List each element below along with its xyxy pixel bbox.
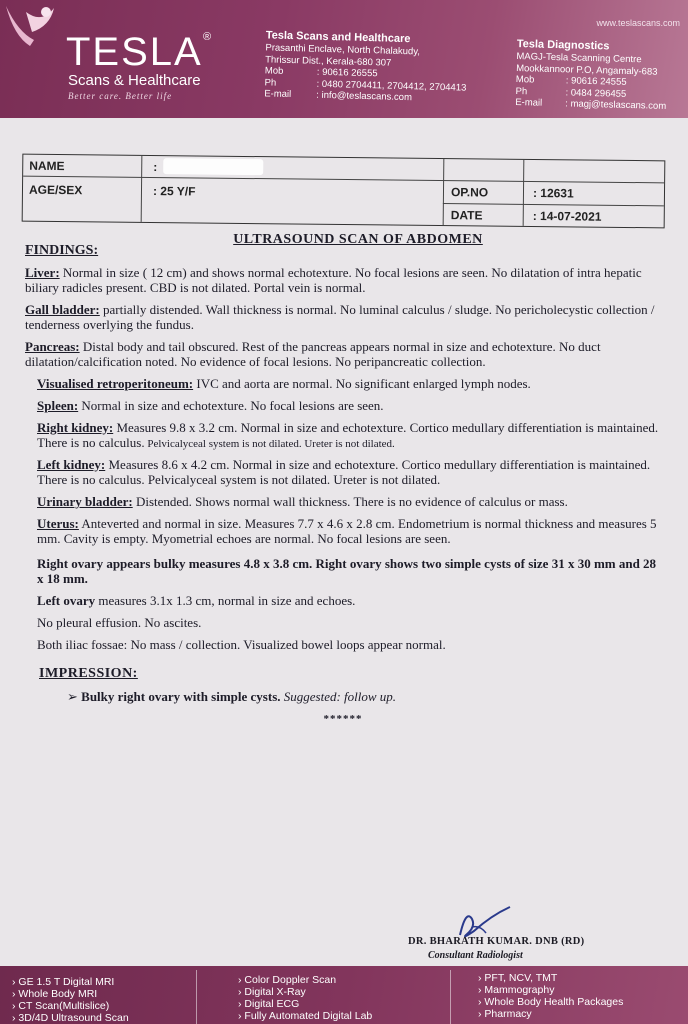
arrow-bullet-icon: ➢ xyxy=(67,689,78,704)
urinary-bladder-label: Urinary bladder: xyxy=(37,494,133,509)
right-kidney-text: Measures 9.8 x 3.2 cm. Normal in size and echotexture. Cortico medullary differentiation is maintained. There is no calculus. xyxy=(37,420,659,450)
phone-label: Ph xyxy=(515,85,528,97)
liver-label: Liver: xyxy=(25,265,60,280)
finding-retroperitoneum xyxy=(25,376,661,391)
op-no-label: OP.NO xyxy=(450,185,489,200)
findings-heading: FINDINGS: xyxy=(25,243,99,258)
gall-bladder-label: Gall bladder: xyxy=(25,302,100,317)
finding-left-kidney xyxy=(25,457,661,487)
logo-subtitle: Scans & Healthcare xyxy=(68,72,201,89)
footer-divider xyxy=(450,970,451,1024)
date-label: DATE xyxy=(450,208,483,223)
services-footer xyxy=(0,966,688,1024)
service-item: › Mammography xyxy=(478,984,623,996)
uterus-label: Uterus: xyxy=(37,516,79,531)
service-item: › CT Scan(Multislice) xyxy=(12,1000,129,1012)
service-item: › Whole Body Health Packages xyxy=(478,996,623,1008)
patient-info-table xyxy=(22,154,666,229)
finding-pancreas xyxy=(25,339,661,369)
service-item: › GE 1.5 T Digital MRI xyxy=(12,976,129,988)
pancreas-label: Pancreas: xyxy=(25,339,80,354)
left-ovary-text: measures 3.1x 1.3 cm, normal in size and echoes. xyxy=(95,593,356,608)
liver-text: Normal in size ( 12 cm) and shows normal echotexture. No focal lesions are seen. No dilatation of intra hepatic biliary radicles present. CBD is not dilated. Portal vein is normal. xyxy=(25,265,642,295)
left-ovary-label: Left ovary xyxy=(37,593,96,608)
service-item: › 3D/4D Ultrasound Scan xyxy=(12,1012,129,1024)
mob-value: : 90616 24555 xyxy=(565,75,627,88)
address-line: MAGJ-Tesla Scanning Centre xyxy=(516,51,642,66)
doctor-title: Consultant Radiologist xyxy=(428,950,523,961)
email-value[interactable]: : magj@teslascans.com xyxy=(565,98,667,112)
impression-suggestion: Suggested: follow up. xyxy=(280,689,397,704)
date-value: : 14-07-2021 xyxy=(532,208,602,224)
logo-wordmark: TESLA xyxy=(66,30,203,74)
doctor-name: DR. BHARATH KUMAR. DNB (RD) xyxy=(408,936,585,947)
finding-spleen xyxy=(25,398,661,413)
spleen-label: Spleen: xyxy=(37,398,79,413)
finding-right-ovary: Right ovary appears bulky measures 4.8 x 3.8 cm. Right ovary shows two simple cysts of size 31 x 30 mm and 28 x 18 mm. xyxy=(37,556,657,586)
impression-text: Bulky right ovary with simple cysts. xyxy=(81,689,281,704)
redacted-name xyxy=(163,158,263,175)
left-kidney-text: Measures 8.6 x 4.2 cm. Normal in size and echotexture. Cortico medullary differentiation is maintained. There is no calculus. Pelvicalyceal system is not dilated. Ureter is not dilated. xyxy=(37,457,651,487)
tesla-logo-icon xyxy=(4,2,58,48)
retroperitoneum-label: Visualised retroperitoneum: xyxy=(37,376,194,391)
name-separator: : xyxy=(153,160,158,175)
email-label: E-mail xyxy=(515,97,543,109)
address-line: Prasanthi Enclave, North Chalakudy, xyxy=(265,42,421,58)
email-label: E-mail xyxy=(264,88,292,101)
phone-label: Ph xyxy=(264,76,277,89)
right-kidney-text-small: Pelvicalyceal system is not dilated. Ureter is not dilated. xyxy=(144,438,395,450)
urinary-bladder-text: Distended. Shows normal wall thickness. There is no evidence of calculus or mass. xyxy=(132,494,568,509)
left-kidney-label: Left kidney: xyxy=(37,457,106,472)
email-value[interactable]: : info@teslascans.com xyxy=(316,89,413,104)
clinic-name: Tesla Diagnostics xyxy=(516,38,610,53)
address-line: Mookkannoor P.O, Angamaly-683 xyxy=(516,62,658,78)
address-line: Thrissur Dist., Kerala-680 307 xyxy=(265,53,392,69)
report-body xyxy=(25,232,661,727)
mob-label: Mob xyxy=(515,74,535,86)
report-title: ULTRASOUND SCAN OF ABDOMEN xyxy=(233,232,483,247)
service-item: › Fully Automated Digital Lab xyxy=(238,1010,372,1022)
clinic-name: Tesla Scans and Healthcare xyxy=(265,29,411,46)
end-stars: ****** xyxy=(323,713,363,725)
right-kidney-label: Right kidney: xyxy=(37,420,114,435)
uterus-text: Anteverted and normal in size. Measures 7.7 x 4.6 x 2.8 cm. Endometrium is normal thickness and measures 5 mm. Cavity is empty. Myometrial echoes are normal. No focal lesions are seen. xyxy=(37,516,657,546)
services-column-2 xyxy=(238,974,372,1022)
service-item: › Whole Body MRI xyxy=(12,988,129,1000)
age-sex-label: AGE/SEX xyxy=(28,182,83,198)
retroperitoneum-text: IVC and aorta are normal. No significant enlarged lymph nodes. xyxy=(193,376,531,391)
impression-item xyxy=(25,689,661,704)
finding-left-ovary xyxy=(25,593,661,608)
services-column-1 xyxy=(12,976,129,1024)
op-no-value: : 12631 xyxy=(532,185,574,201)
finding-pleural: No pleural effusion. No ascites. xyxy=(37,615,202,630)
finding-right-kidney xyxy=(25,420,661,450)
impression-heading: IMPRESSION: xyxy=(39,666,138,681)
name-label: NAME xyxy=(29,158,65,174)
mob-value: : 90616 26555 xyxy=(316,66,378,80)
finding-liver xyxy=(25,265,661,295)
registered-mark: ® xyxy=(203,31,212,43)
finding-gall-bladder xyxy=(25,302,661,332)
spleen-text: Normal in size and echotexture. No focal lesions are seen. xyxy=(78,398,384,413)
service-item: › Digital X-Ray xyxy=(238,986,372,998)
age-sex-value: : 25 Y/F xyxy=(152,184,196,199)
mob-label: Mob xyxy=(264,65,284,77)
phone-value: : 0484 296455 xyxy=(565,86,627,100)
footer-divider xyxy=(196,970,197,1024)
logo-tagline: Better care. Better life xyxy=(68,91,173,101)
finding-urinary-bladder xyxy=(25,494,661,509)
service-item: › Color Doppler Scan xyxy=(238,974,372,986)
website-link[interactable]: www.teslascans.com xyxy=(596,18,680,28)
services-column-3 xyxy=(478,972,623,1020)
clinic-address-chalakudy xyxy=(264,29,468,105)
service-item: › PFT, NCV, TMT xyxy=(478,972,623,984)
clinic-address-angamaly xyxy=(515,38,668,112)
phone-value: : 0480 2704411, 2704412, 2704413 xyxy=(316,78,467,94)
service-item: › Pharmacy xyxy=(478,1008,623,1020)
finding-iliac-fossae: Both iliac fossae: No mass / collection. Visualized bowel loops appear normal. xyxy=(37,637,446,652)
gall-bladder-text: partially distended. Wall thickness is normal. No luminal calculus / sludge. No pericholecystic collection / tenderness overlying the fundus. xyxy=(25,302,655,332)
pancreas-text: Distal body and tail obscured. Rest of the pancreas appears normal in size and echotexture. No duct dilatation/calcification noted. No evidence of focal lesions. No peripancreatic collection. xyxy=(25,339,601,369)
finding-uterus xyxy=(25,516,661,546)
letterhead-header xyxy=(0,0,688,118)
service-item: › Digital ECG xyxy=(238,998,372,1010)
